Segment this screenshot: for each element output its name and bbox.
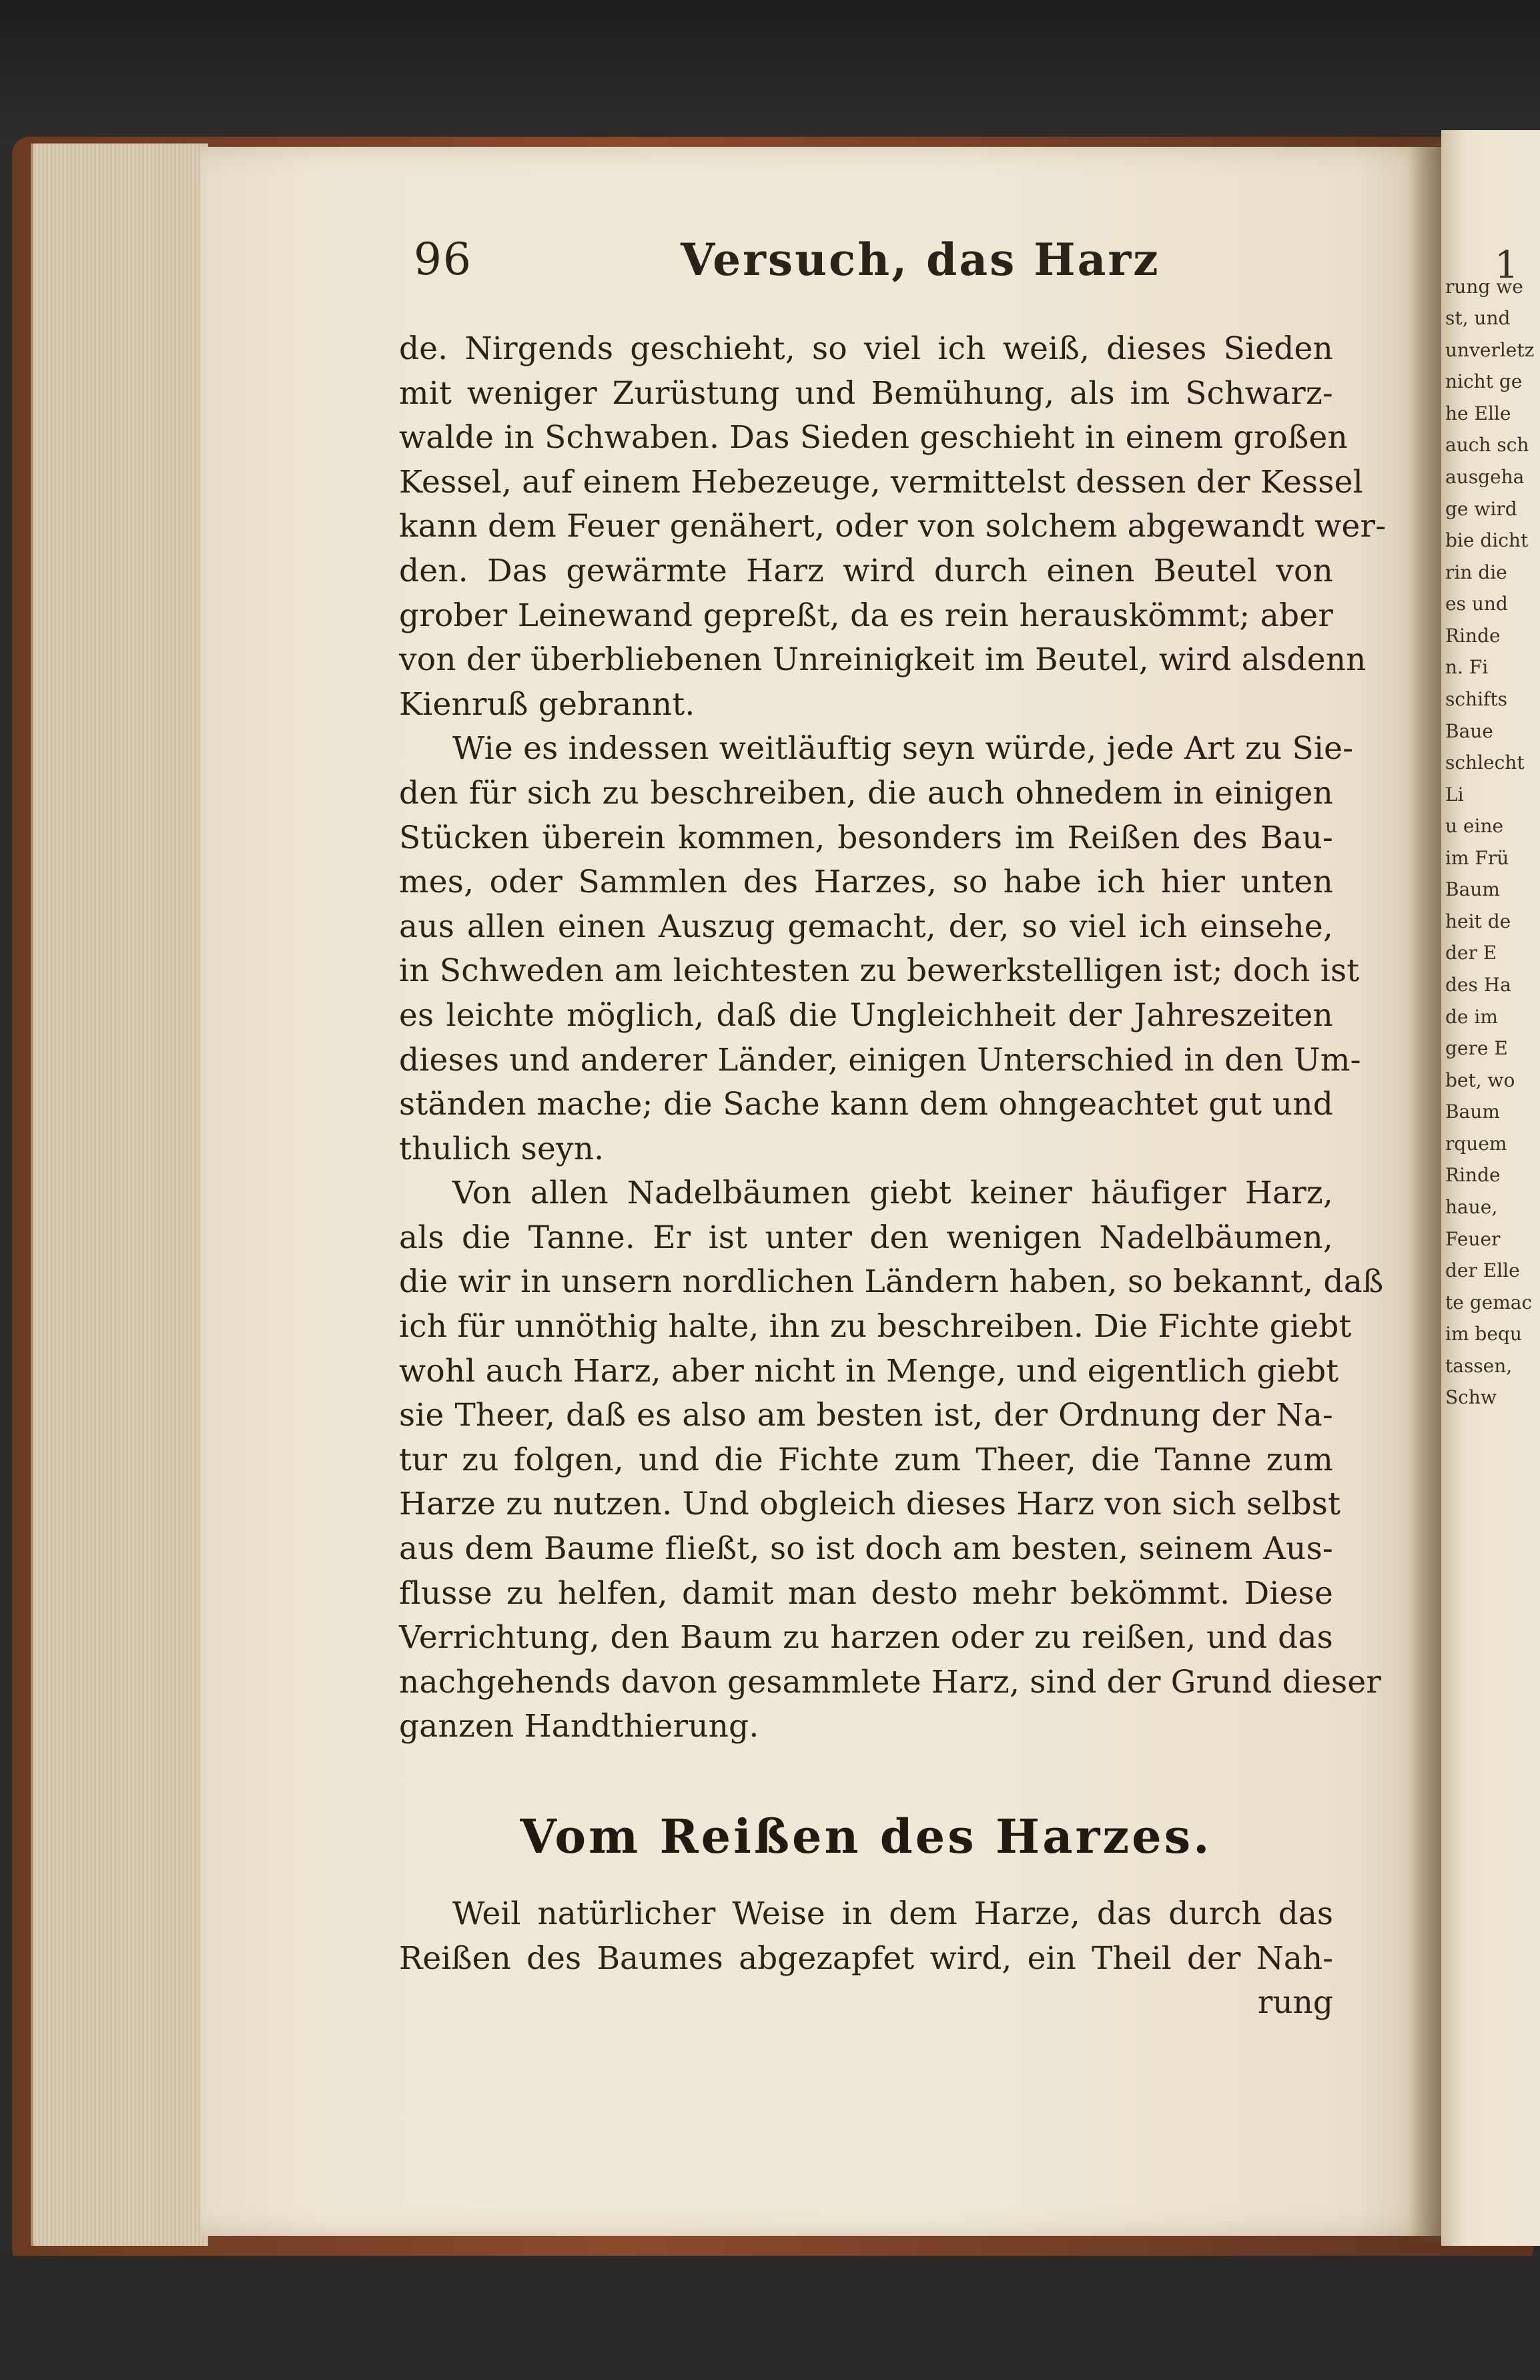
text-line: kann dem Feuer genähert, oder von solchem abgewandt wer-: [399, 508, 1387, 545]
scan-background-bottom: [0, 2256, 1540, 2380]
text-line: flusse zu helfen, damit man desto mehr bekömmt. Diese: [399, 1574, 1333, 1612]
text-line: dieses und anderer Länder, einigen Unterschied in den Um-: [399, 1041, 1361, 1079]
next-page-fragment: der Elle: [1445, 1259, 1520, 1282]
next-page-fragment: 1: [1495, 244, 1519, 287]
text-line: mit weniger Zurüstung und Bemühung, als im Schwarz-: [399, 374, 1333, 412]
next-page-fragment: u eine: [1445, 815, 1504, 838]
next-page-fragment: n. Fi: [1445, 656, 1489, 679]
next-page-fragment: tassen,: [1445, 1354, 1513, 1377]
next-page-fragment: Feuer: [1445, 1227, 1501, 1250]
next-page-fragment: gere E: [1445, 1037, 1508, 1060]
text-line: grober Leinewand gepreßt, da es rein herauskömmt; aber: [399, 597, 1333, 634]
next-page-fragment: rin die: [1445, 561, 1507, 583]
next-page-fragment: ge wird: [1445, 497, 1517, 520]
running-head: [414, 234, 1334, 307]
next-page-fragment: schifts: [1445, 687, 1508, 710]
next-page-fragment: Li: [1445, 783, 1464, 806]
next-page-fragment: schlecht: [1445, 752, 1525, 774]
next-page-fragment: te gemac: [1445, 1291, 1533, 1313]
next-page-fragment: ausgeha: [1445, 465, 1525, 488]
text-line: die wir in unsern nordlichen Ländern haben, so bekannt, daß: [399, 1263, 1384, 1301]
text-line: Harze zu nutzen. Und obgleich dieses Harz von sich selbst: [399, 1486, 1341, 1523]
body-text: [399, 327, 1387, 1749]
text-line: nachgehends davon gesammlete Harz, sind der Grund dieser: [399, 1663, 1382, 1701]
text-line: Verrichtung, den Baum zu harzen oder zu reißen, und das: [399, 1619, 1333, 1657]
text-line: ich für unnöthig halte, ihn zu beschreiben. Die Fichte giebt: [399, 1308, 1352, 1346]
text-line: tur zu folgen, und die Fichte zum Theer, die Tanne zum: [399, 1441, 1333, 1478]
next-page-fragment: Schw: [1445, 1386, 1497, 1409]
text-line: von der überbliebenen Unreinigkeit im Beutel, wird alsdenn: [399, 641, 1367, 679]
text-line: Stücken überein kommen, besonders im Reißen des Bau-: [399, 819, 1333, 856]
next-page-fragment: im Frü: [1445, 846, 1509, 869]
text-line: wohl auch Harz, aber nicht in Menge, und eigentlich giebt: [399, 1352, 1339, 1390]
text-line: in Schweden am leichtesten zu bewerkstelligen ist; doch ist: [399, 952, 1360, 990]
text-line: aus dem Baume fließt, so ist doch am besten, seinem Aus-: [399, 1530, 1333, 1568]
next-page-fragment: nicht ge: [1445, 370, 1523, 393]
section-heading: Vom Reißen des Harzes.: [520, 1809, 1212, 1864]
next-page-fragment: Baum: [1445, 878, 1500, 901]
text-line: den. Das gewärmte Harz wird durch einen Beutel von: [399, 552, 1333, 589]
text-line: ständen mache; die Sache kann dem ohngeachtet gut und: [399, 1086, 1333, 1123]
running-title: Versuch, das Harz: [681, 234, 1160, 286]
page-edges: [31, 143, 208, 2246]
text-line: ganzen Handthierung.: [399, 1708, 759, 1745]
next-page-fragment: der E: [1445, 942, 1497, 964]
next-page-fragment: Baum: [1445, 1101, 1500, 1123]
text-line: walde in Schwaben. Das Sieden geschieht in einem großen: [399, 419, 1348, 457]
section-text: [399, 1892, 1333, 2026]
page-gutter: [1408, 140, 1441, 2243]
next-page-fragment: he Elle: [1445, 402, 1511, 424]
next-page-fragment: bie dicht: [1445, 529, 1529, 552]
text-line: aus allen einen Auszug gemacht, der, so viel ich einsehe,: [399, 908, 1333, 945]
next-page-fragment: Rinde: [1445, 1164, 1501, 1187]
next-page-fragment: es und: [1445, 593, 1508, 615]
text-line: thulich seyn.: [399, 1130, 605, 1167]
next-page-fragment: bet, wo: [1445, 1069, 1515, 1091]
text-line: es leichte möglich, daß die Ungleichheit der Jahreszeiten: [399, 996, 1333, 1034]
text-line: Wie es indessen weitläuftig seyn würde, jede Art zu Sie-: [452, 730, 1354, 768]
text-line: Kienruß gebrannt.: [399, 685, 695, 723]
next-page-fragment: unverletz: [1445, 338, 1535, 361]
text-line: Reißen des Baumes abgezapfet wird, ein Theil der Nah-: [399, 1940, 1333, 1977]
text-line: Kessel, auf einem Hebezeuge, vermittelst dessen der Kessel: [399, 463, 1363, 501]
next-page-fragment: Rinde: [1445, 624, 1501, 647]
next-page-edge: [1441, 130, 1540, 2246]
text-line: Weil natürlicher Weise in dem Harze, das durch das: [452, 1895, 1333, 1932]
text-line: den für sich zu beschreiben, die auch ohnedem in einigen: [399, 774, 1333, 812]
next-page-fragment: rung we: [1445, 275, 1523, 298]
next-page-fragment: de im: [1445, 1005, 1498, 1028]
text-line: de. Nirgends geschieht, so viel ich weiß, dieses Sieden: [399, 330, 1333, 367]
next-page-fragment: auch sch: [1445, 434, 1529, 457]
scan-background-top: [0, 0, 1540, 143]
text-line: rung: [1257, 1984, 1333, 2022]
text-line: Von allen Nadelbäumen giebt keiner häufiger Harz,: [452, 1175, 1333, 1212]
next-page-fragment: Baue: [1445, 719, 1493, 742]
text-line: als die Tanne. Er ist unter den wenigen Nadelbäumen,: [399, 1219, 1333, 1256]
next-page-fragment: st, und: [1445, 307, 1511, 330]
next-page-fragment: des Ha: [1445, 974, 1511, 996]
text-line: sie Theer, daß es also am besten ist, der Ordnung der Na-: [399, 1397, 1333, 1434]
page-number: 96: [414, 234, 472, 285]
next-page-fragment: heit de: [1445, 910, 1511, 932]
next-page-fragment: im bequ: [1445, 1323, 1522, 1346]
text-line: mes, oder Sammlen des Harzes, so habe ich hier unten: [399, 864, 1333, 901]
next-page-fragment: haue,: [1445, 1196, 1498, 1219]
next-page-fragment: rquem: [1445, 1132, 1507, 1155]
